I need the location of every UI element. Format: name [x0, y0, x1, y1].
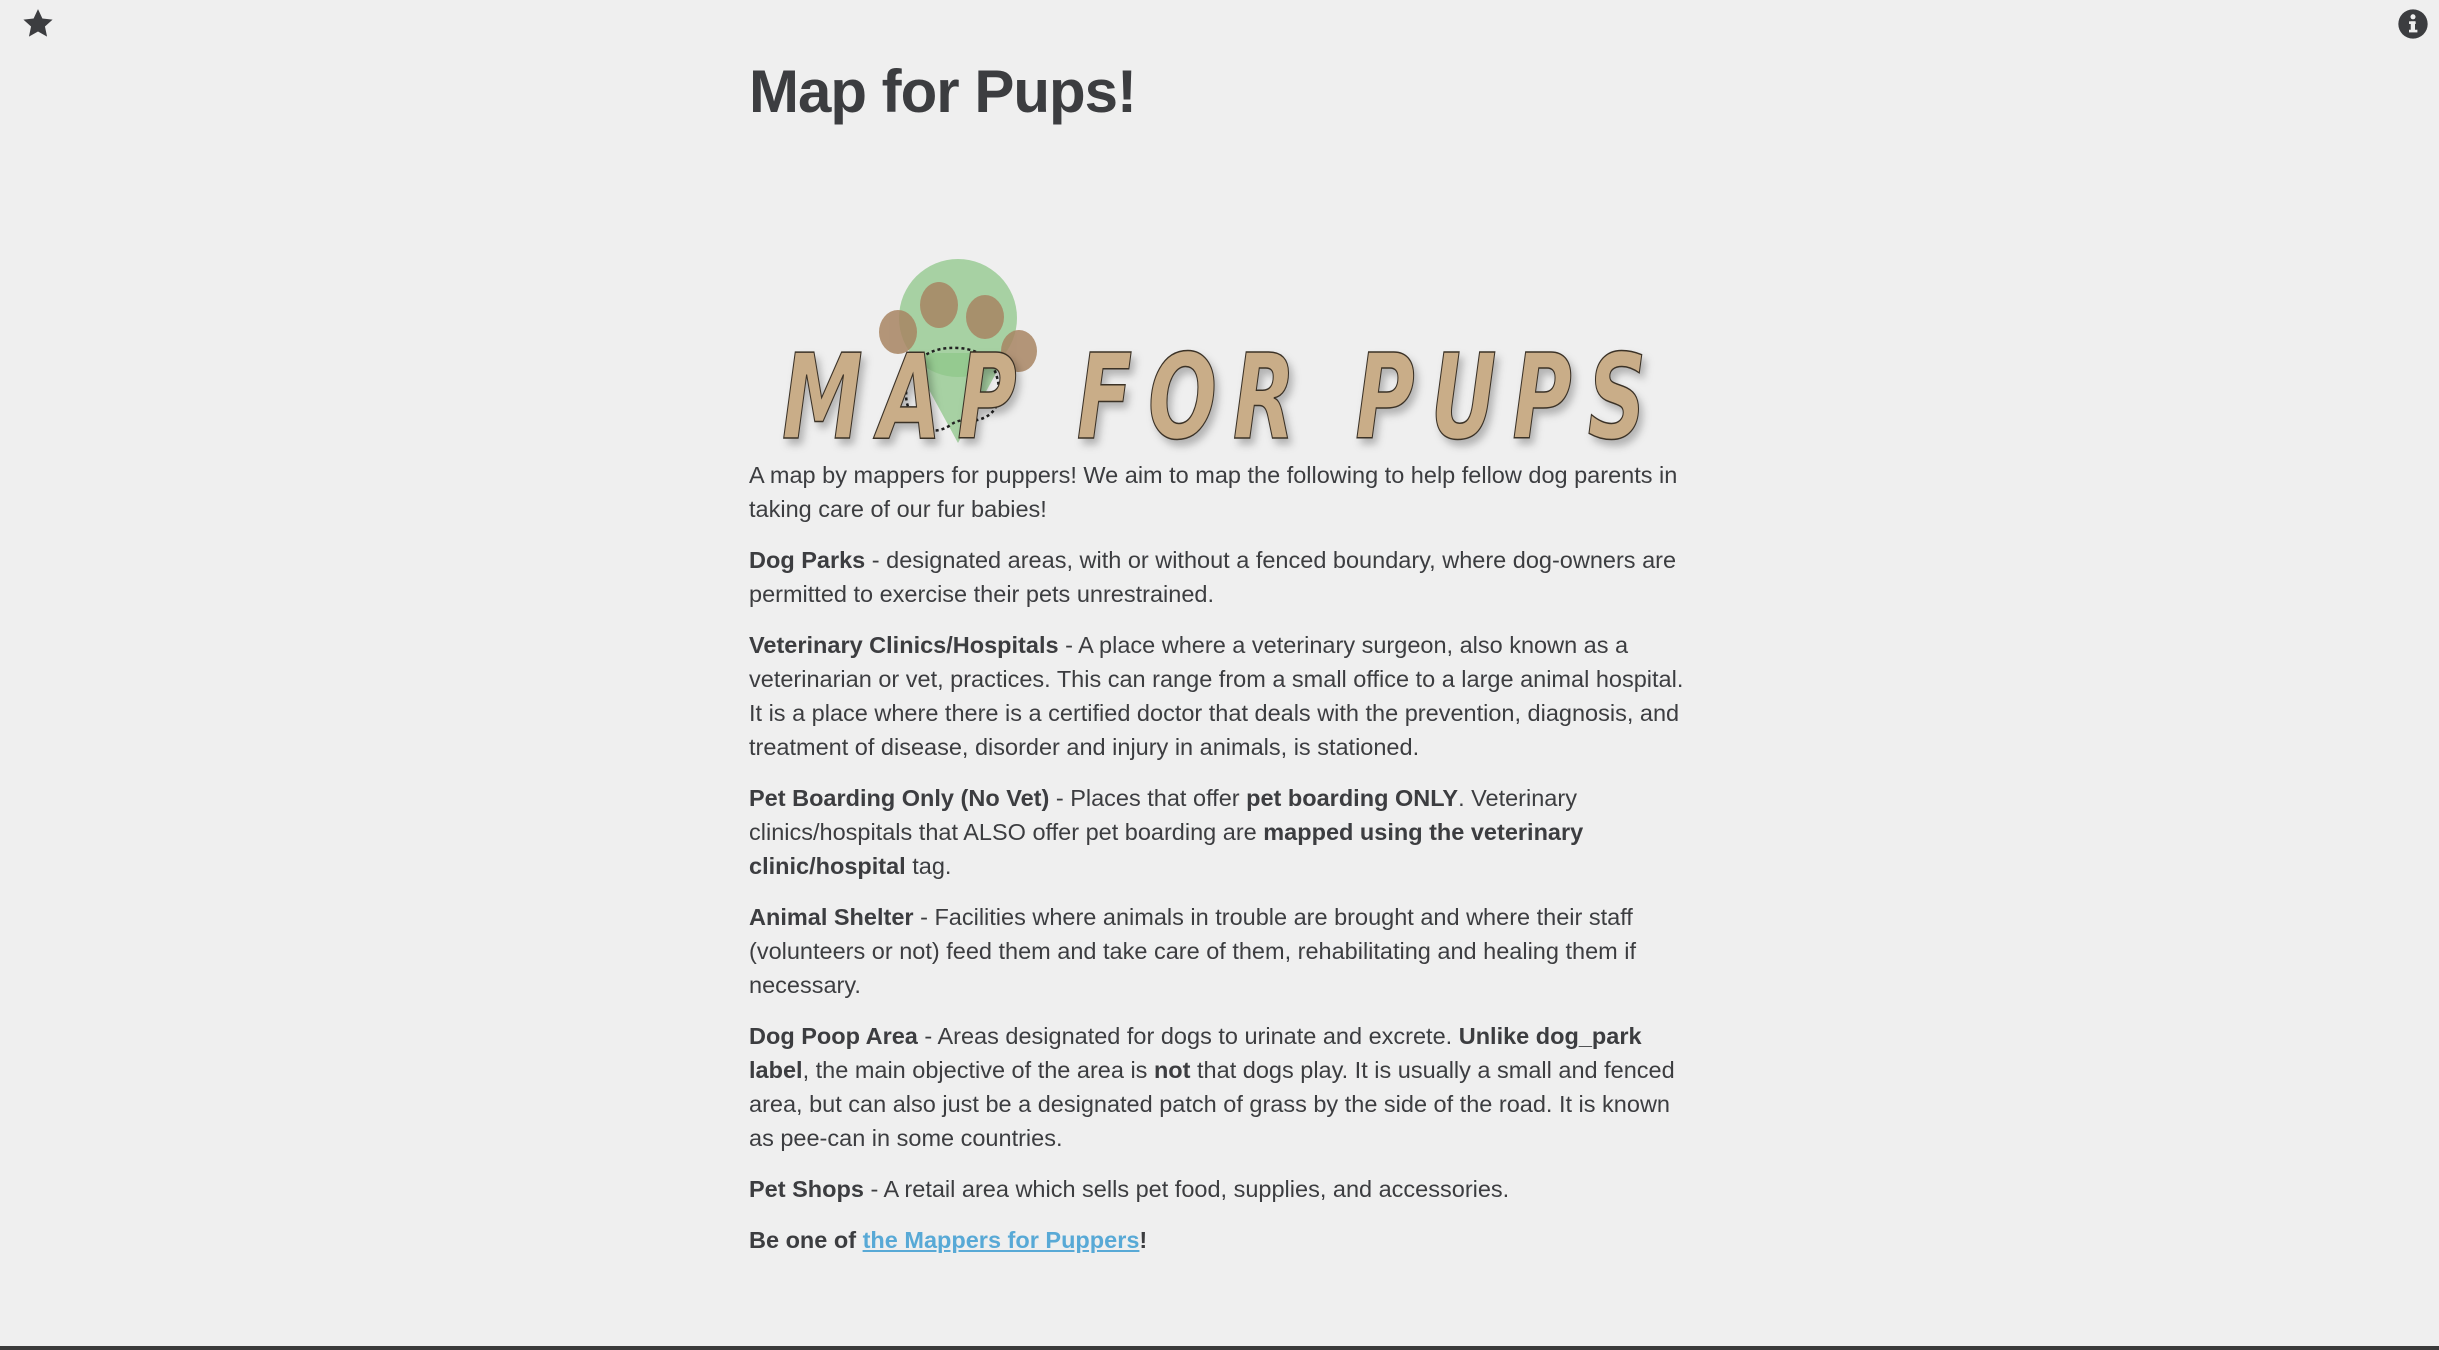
- list-item-dog-parks: Dog Parks - designated areas, with or without a fenced boundary, where dog-owners are permitted to exercise their pets unrestrained.: [749, 547, 1677, 607]
- list-item-dog-poop-area: Dog Poop Area - Areas designated for dogs to urinate and excrete. Unlike dog_park label, the main objective of the area is not that dogs play. It is usually a small and fenced area, but can also just be a designated patch of grass by the side of the road. It is known as pee-can in some countries.: [749, 1023, 1675, 1151]
- list-item-pet-shops: Pet Shops - A retail area which sells pet food, supplies, and accessories.: [749, 1176, 1510, 1202]
- logo-text: MAP FOR PUPS: [782, 328, 1662, 466]
- description: [749, 458, 1689, 1257]
- page-title: Map for Pups!: [749, 58, 1136, 125]
- mappers-for-puppers-link[interactable]: the Mappers for Puppers: [862, 1227, 1140, 1253]
- list-item-veterinary: Veterinary Clinics/Hospitals - A place where a veterinary surgeon, also known as a veterinarian or vet, practices. This can range from a small office to a large animal hospital. It is a place where there is a certified doctor that deals with the prevention, diagnosis, and treatment of disease, disorder and injury in animals, is stationed.: [749, 632, 1684, 760]
- bottom-border: [0, 1346, 2439, 1350]
- logo: [749, 258, 1689, 466]
- list-item-pet-boarding: Pet Boarding Only (No Vet) - Places that offer pet boarding ONLY. Veterinary clinics/hospitals that ALSO offer pet boarding are mapped using the veterinary clinic/hospital tag.: [749, 785, 1584, 879]
- main-content: [749, 0, 1689, 1274]
- info-icon: [2397, 8, 2429, 40]
- star-icon: [21, 7, 55, 41]
- favorite-button[interactable]: [20, 6, 56, 42]
- list-item-animal-shelter: Animal Shelter - Facilities where animals in trouble are brought and where their staff (volunteers or not) feed them and take care of them, rehabilitating and healing them if necessary.: [749, 904, 1636, 998]
- call-to-action: Be one of the Mappers for Puppers!: [749, 1227, 1148, 1253]
- intro-text: A map by mappers for puppers! We aim to map the following to help fellow dog parents in taking care of our fur babies!: [749, 462, 1678, 522]
- info-button[interactable]: [2395, 6, 2431, 42]
